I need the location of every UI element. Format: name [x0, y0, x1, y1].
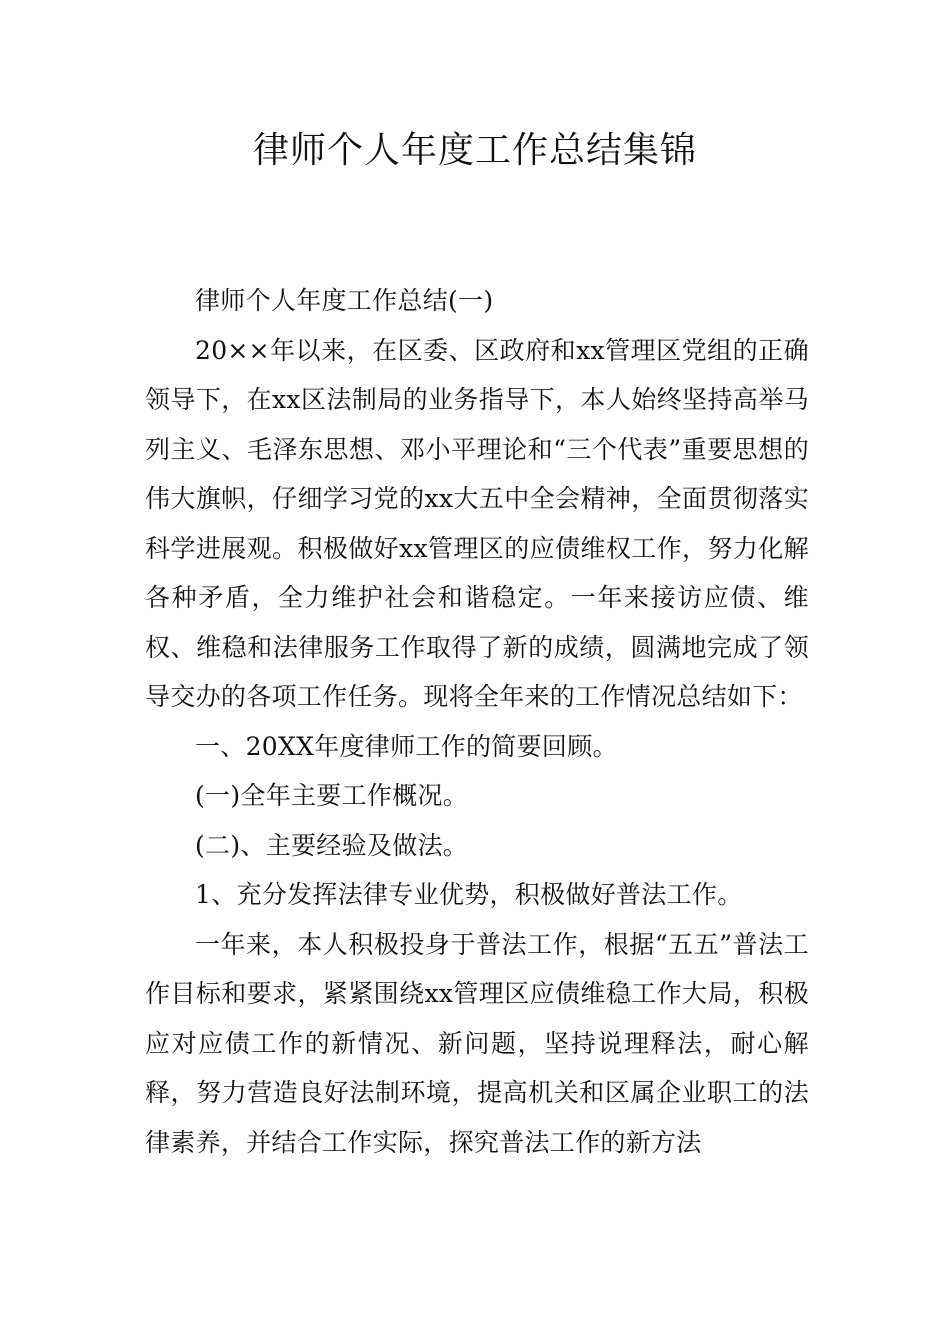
section-heading: (二)、主要经验及做法。 — [195, 830, 469, 860]
section-heading: (一)全年主要工作概况。 — [195, 781, 469, 810]
section-heading: 一、20XX年度律师工作的简要回顾。 — [195, 731, 618, 761]
document-title: 律师个人年度工作总结集锦 — [252, 130, 697, 171]
body-paragraph: 一年来，本人积极投身于普法工作，根据“五五”普法工作目标和要求，紧紧围绕xx管理区应债维稳工作大局，积极应对应债工作的新情况、新问题，坚持说理释法，耐心解释，努力营造良好法制环境，提高机关和区属企业职工的法律素养，并结合工作实际，探究普法工作的新方法 — [145, 929, 809, 1157]
section-heading: 1、充分发挥法律专业优势，积极做好普法工作。 — [195, 880, 743, 909]
document-body — [145, 276, 809, 1167]
body-paragraph: 20××年以来，在区委、区政府和xx管理区党组的正确领导下，在xx区法制局的业务指导下，本人始终坚持高举马列主义、毛泽东思想、邓小平理论和“三个代表”重要思想的伟大旗帜，仔细学习党的xx大五中全会精神，全面贯彻落实科学进展观。积极做好xx管理区的应债维权工作，努力化解各种矛盾，全力维护社会和谐稳定。一年来接访应债、维权、维稳和法律服务工作取得了新的成绩，圆满地完成了领导交办的各项工作任务。现将全年来的工作情况总结如下： — [145, 335, 809, 711]
section-heading: 律师个人年度工作总结(一) — [195, 286, 494, 315]
